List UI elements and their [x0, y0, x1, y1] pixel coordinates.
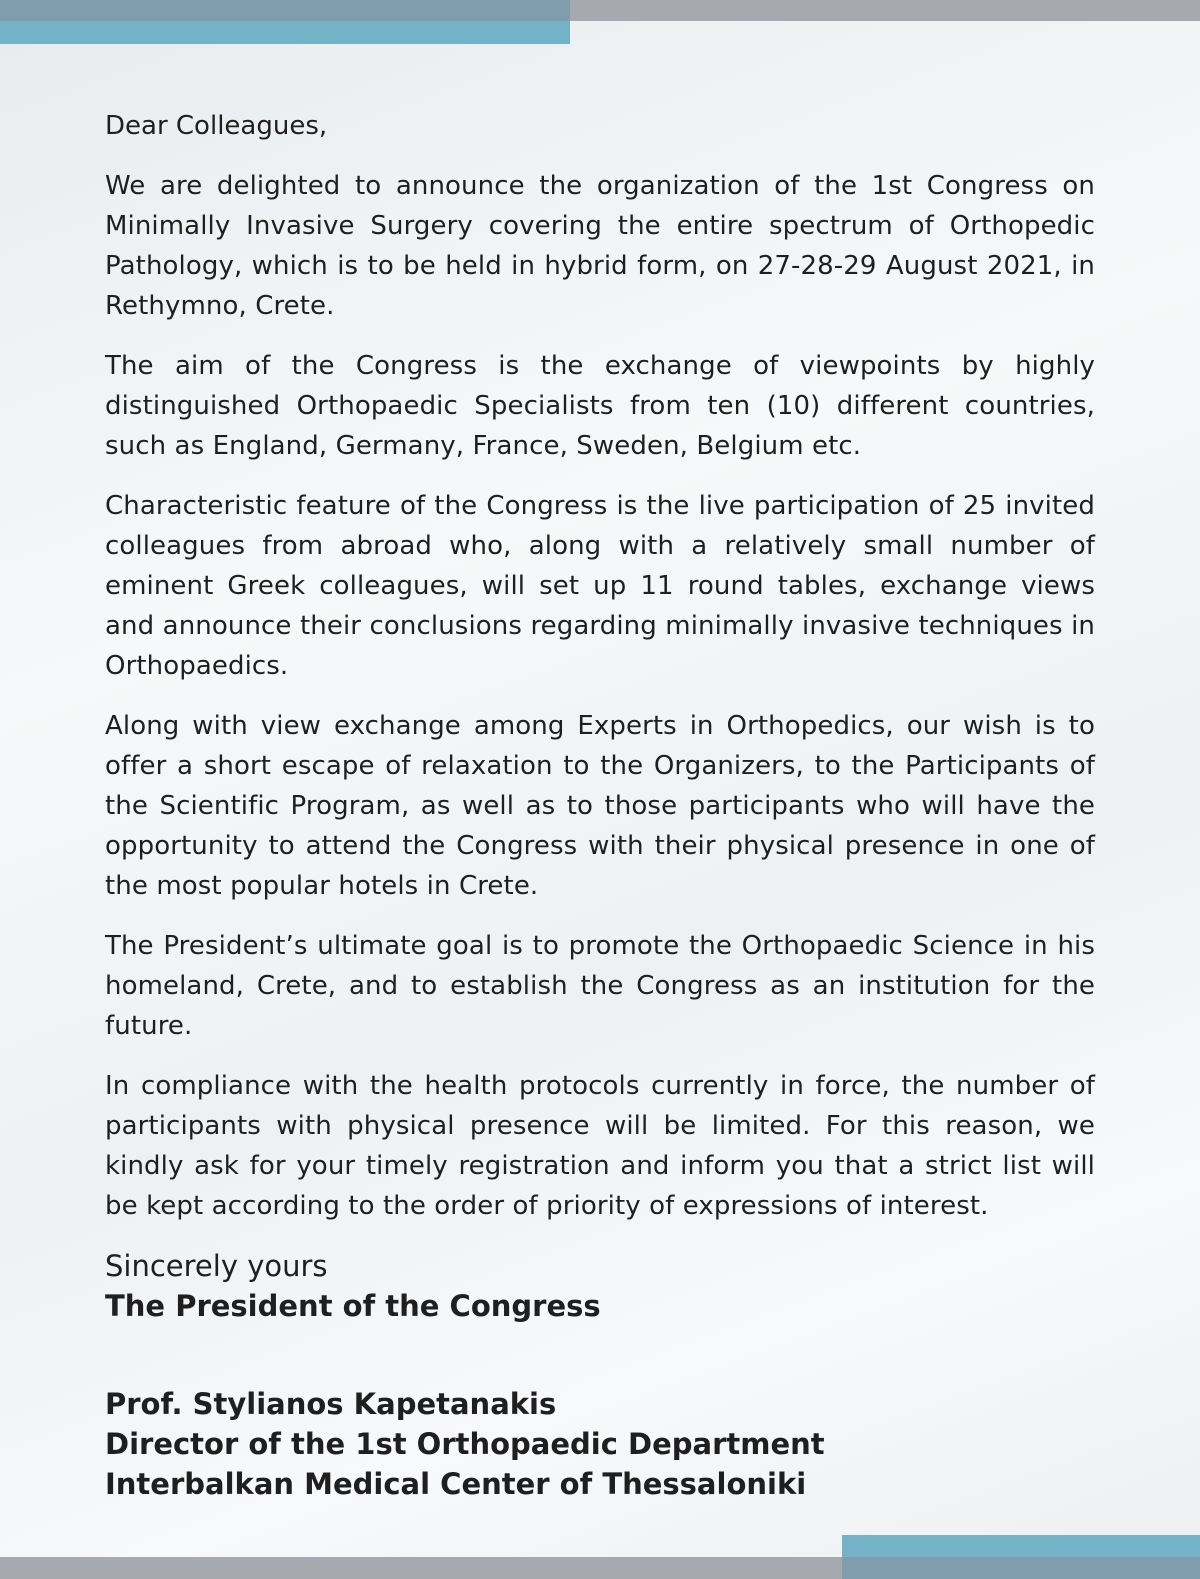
signature-position: Director of the 1st Orthopaedic Department — [105, 1427, 825, 1461]
signature-institution: Interbalkan Medical Center of Thessaloniki — [105, 1467, 807, 1501]
top-blue-bar-shade — [0, 0, 570, 21]
greeting: Dear Colleagues, — [105, 111, 328, 141]
paragraph-announcement: We are delighted to announce the organization of the 1st Congress on Minimally Invasive Surgery covering the entire spectrum of Orthopedic Pathology, which is to be held in hybrid form, on 27-28-29 August 2021, in Rethymno, Crete. — [105, 171, 1095, 321]
bottom-blue-bar-shade — [842, 1557, 1200, 1579]
paragraph-feature: Characteristic feature of the Congress is the live participation of 25 invited colleagues from abroad who, along with a relatively small number of eminent Greek colleagues, will set up 11 round tables, exchange views and announce their conclusions regarding minimally invasive techniques in Orthopaedics. — [105, 491, 1095, 681]
signature-name: Prof. Stylianos Kapetanakis — [105, 1387, 557, 1421]
paragraph-relaxation: Along with view exchange among Experts in Orthopedics, our wish is to offer a short escape of relaxation to the Organizers, to the Participants of the Scientific Program, as well as to those participants who will have the opportunity to attend the Congress with their physical presence in one of the most popular hotels in Crete. — [105, 711, 1095, 901]
paragraph-goal: The President’s ultimate goal is to promote the Orthopaedic Science in his homeland, Crete, and to establish the Congress as an institution for the future. — [105, 931, 1095, 1041]
paragraph-aim: The aim of the Congress is the exchange of viewpoints by highly distinguished Orthopaedic Specialists from ten (10) different countries, such as England, Germany, France, Sweden, Belgium etc. — [105, 351, 1095, 461]
closing: Sincerely yours — [105, 1249, 328, 1283]
paragraph-compliance: In compliance with the health protocols currently in force, the number of participants with physical presence will be limited. For this reason, we kindly ask for your timely registration and inform you that a strict list will be kept according to the order of priority of expressions of interest. — [105, 1071, 1095, 1221]
letter-body — [105, 106, 1095, 1504]
closing-title: The President of the Congress — [105, 1289, 601, 1323]
